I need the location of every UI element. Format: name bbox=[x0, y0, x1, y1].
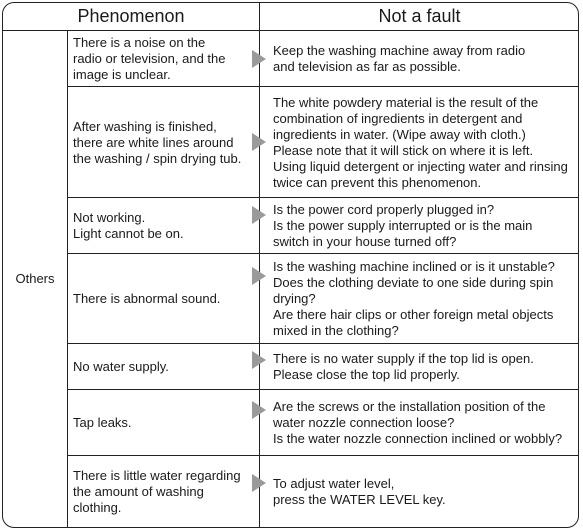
table-row-remedy: Keep the washing machine away from radio and television as far as possible. bbox=[273, 43, 526, 74]
header-divider bbox=[3, 30, 578, 31]
table-row-remedy: Is the power cord properly plugged in? Is the power supply interrupted or is the main switch in your house turned off? bbox=[273, 202, 533, 249]
arrow-right-icon bbox=[252, 50, 266, 68]
category-divider bbox=[67, 30, 68, 527]
row-divider bbox=[67, 197, 578, 198]
arrow-right-icon bbox=[252, 267, 266, 285]
arrow-right-icon bbox=[252, 401, 266, 419]
table-row-remedy: The white powdery material is the result of the combination of ingredients in detergent and ingredients in water. (Wipe away with cloth.) Please note that it will stick on where it is left. Using liquid detergent or injecting water and rinsing twice can prevent this phenomenon. bbox=[273, 94, 568, 190]
row-divider bbox=[67, 455, 578, 456]
table-row-phenomenon: No water supply. bbox=[73, 359, 169, 374]
troubleshooting-table bbox=[2, 2, 579, 528]
table-row-remedy: Is the washing machine inclined or is it unstable? Does the clothing deviate to one side during spin drying? Are there hair clips or other foreign metal objects mixed in the clothing? bbox=[273, 259, 555, 338]
table-row-phenomenon: There is little water regarding the amount of washing clothing. bbox=[73, 468, 241, 515]
arrow-right-icon bbox=[252, 351, 266, 369]
row-divider bbox=[67, 389, 578, 390]
arrow-right-icon bbox=[252, 133, 266, 151]
row-divider bbox=[67, 86, 578, 87]
table-row-phenomenon: After washing is finished, there are white lines around the washing / spin drying tub. bbox=[73, 118, 242, 166]
arrow-right-icon bbox=[252, 474, 266, 492]
row-divider bbox=[67, 343, 578, 344]
row-divider bbox=[67, 253, 578, 254]
category-label: Others bbox=[15, 271, 55, 286]
table-row-remedy: Are the screws or the installation position of the water nozzle connection loose? Is the water nozzle connection inclined or wobbly? bbox=[273, 399, 563, 446]
table-row-phenomenon: Tap leaks. bbox=[73, 415, 132, 430]
phenomenon-header: Phenomenon bbox=[77, 6, 185, 26]
table-row-phenomenon: Not working. Light cannot be on. bbox=[73, 210, 184, 241]
table-row-phenomenon: There is abnormal sound. bbox=[73, 291, 221, 306]
column-divider bbox=[259, 3, 260, 527]
not-a-fault-header: Not a fault bbox=[378, 6, 461, 26]
table-row-remedy: To adjust water level, press the WATER LEVEL key. bbox=[273, 476, 446, 507]
arrow-right-icon bbox=[252, 206, 266, 224]
table-row-phenomenon: There is a noise on the radio or television, and the image is unclear. bbox=[73, 35, 226, 82]
table-row-remedy: There is no water supply if the top lid is open. Please close the top lid properly. bbox=[273, 351, 534, 382]
